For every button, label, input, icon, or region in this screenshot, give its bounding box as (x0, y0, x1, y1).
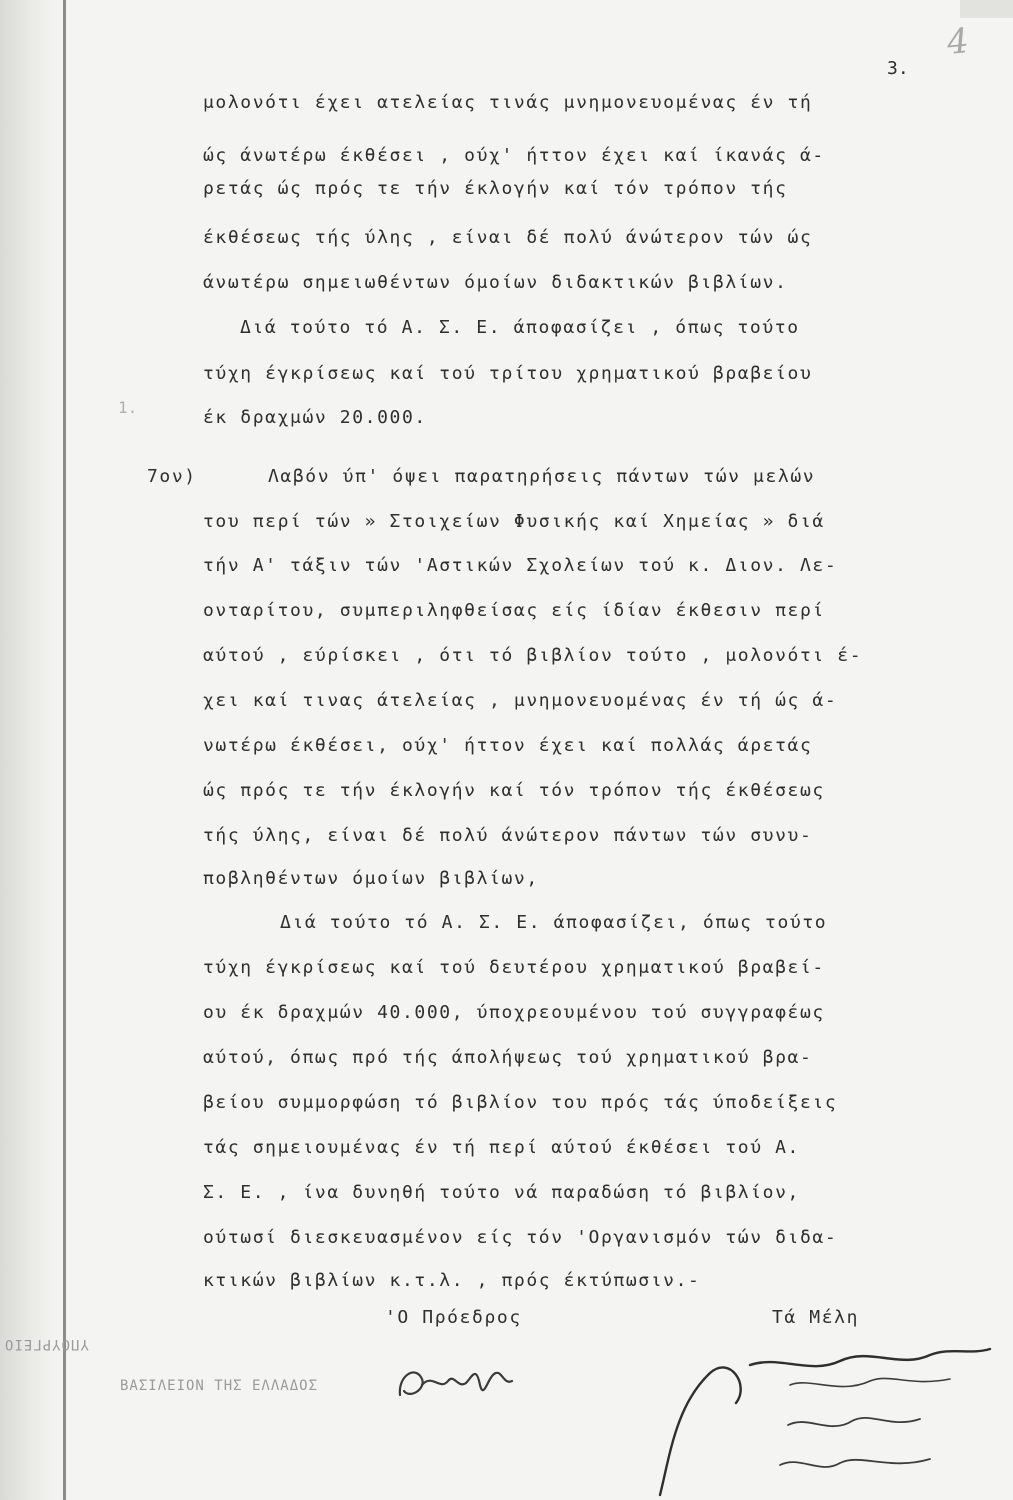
text-line: Σ. Ε. , ίνα δυνηθή τούτο νά παραδώση τό βιβλίον, (203, 1182, 800, 1203)
text-line: χει καί τινας άτελείας , μνημονευομένας έν τή ώς ά- (203, 690, 838, 711)
text-line: ώς πρός τε τήν έκλογήν καί τόν τρόπον τής έκθέσεως (203, 780, 825, 801)
binding-rule (63, 0, 66, 1500)
stamp-line: ΒΑΣΙΛΕΙΟΝ ΤΗΣ ΕΛΛΑΔΟΣ (120, 1378, 319, 1394)
text-line: ούτωσί διεσκευασμένον είς τόν 'Οργανισμόν τών διδα- (203, 1227, 838, 1248)
text-line: Διά τούτο τό Α. Σ. Ε. άποφασίζει , όπως τούτο (240, 317, 800, 338)
official-stamp (0, 1280, 319, 1420)
page-number: 3. (887, 58, 909, 79)
text-line: μολονότι έχει ατελείας τινάς μνημονευομένας έν τή (203, 92, 813, 113)
text-line: νωτέρω έκθέσει, ούχ' ήττον έχει καί πολλάς άρετάς (203, 735, 813, 756)
stamp-line: ΥΠΟΥΡΓΕΙΟ (4, 1336, 89, 1352)
handwritten-folio-number: 4 (944, 20, 971, 64)
text-line: Λαβόν ύπ' όψει παρατηρήσεις πάντων τών μελών (268, 466, 816, 487)
text-line: τάς σημειουμένας έν τή περί αύτού έκθέσει τού Α. (203, 1137, 800, 1158)
text-line: ρετάς ώς πρός τε τήν έκλογήν καί τόν τρόπον τής (203, 178, 788, 199)
text-line: ποβληθέντων όμοίων βιβλίων, (203, 868, 539, 889)
corner-shadow (960, 0, 1013, 18)
text-line: άνωτέρω σημειωθέντων όμοίων διδακτικών βιβλίων. (203, 272, 788, 293)
text-line: τήν Α' τάξιν τών 'Αστικών Σχολείων τού κ. Διον. Λε- (203, 555, 838, 576)
text-line: Διά τούτο τό Α. Σ. Ε. άποφασίζει, όπως τούτο (280, 912, 828, 933)
text-line: ονταρίτου, συμπεριληφθείσας είς ίδίαν έκθεσιν περί (203, 600, 825, 621)
members-label: Τά Μέλη (772, 1307, 860, 1328)
margin-tick: 1. (118, 398, 138, 417)
text-line: κτικών βιβλίων κ.τ.λ. , πρός έκτύπωσιν.- (203, 1270, 701, 1291)
text-line: έκθέσεως τής ύλης , είναι δέ πολύ άνώτερον τών ώς (203, 227, 813, 248)
text-line: βείου συμμορφώση τό βιβλίον του πρός τάς ύποδείξεις (203, 1092, 838, 1113)
binding-edge (0, 0, 58, 1500)
item-marker: 7ον) (147, 466, 197, 487)
text-line: αύτού , εύρίσκει , ότι τό βιβλίον τούτο , μολονότι έ- (203, 645, 863, 666)
text-line: του περί τών » Στοιχείων Φυσικής καί Χημείας » διά (203, 511, 825, 532)
president-label: 'Ο Πρόεδρος (385, 1307, 522, 1328)
text-line: έκ δραχμών 20.000. (203, 407, 427, 428)
text-line: τής ύλης, είναι δέ πολύ άνώτερον πάντων τών συνυ- (203, 825, 813, 846)
text-line: τύχη έγκρίσεως καί τού δευτέρου χρηματικού βραβεί- (203, 957, 825, 978)
text-line: τύχη έγκρίσεως καί τού τρίτου χρηματικού βραβείου (203, 363, 813, 384)
text-line: ώς άνωτέρω έκθέσει , ούχ' ήττον έχει καί ίκανάς ά- (203, 145, 825, 166)
text-line: αύτού, όπως πρό τής άπολήψεως τού χρηματικού βρα- (203, 1047, 813, 1068)
text-line: ου έκ δραχμών 40.000, ύποχρεουμένου τού συγγραφέως (203, 1002, 825, 1023)
